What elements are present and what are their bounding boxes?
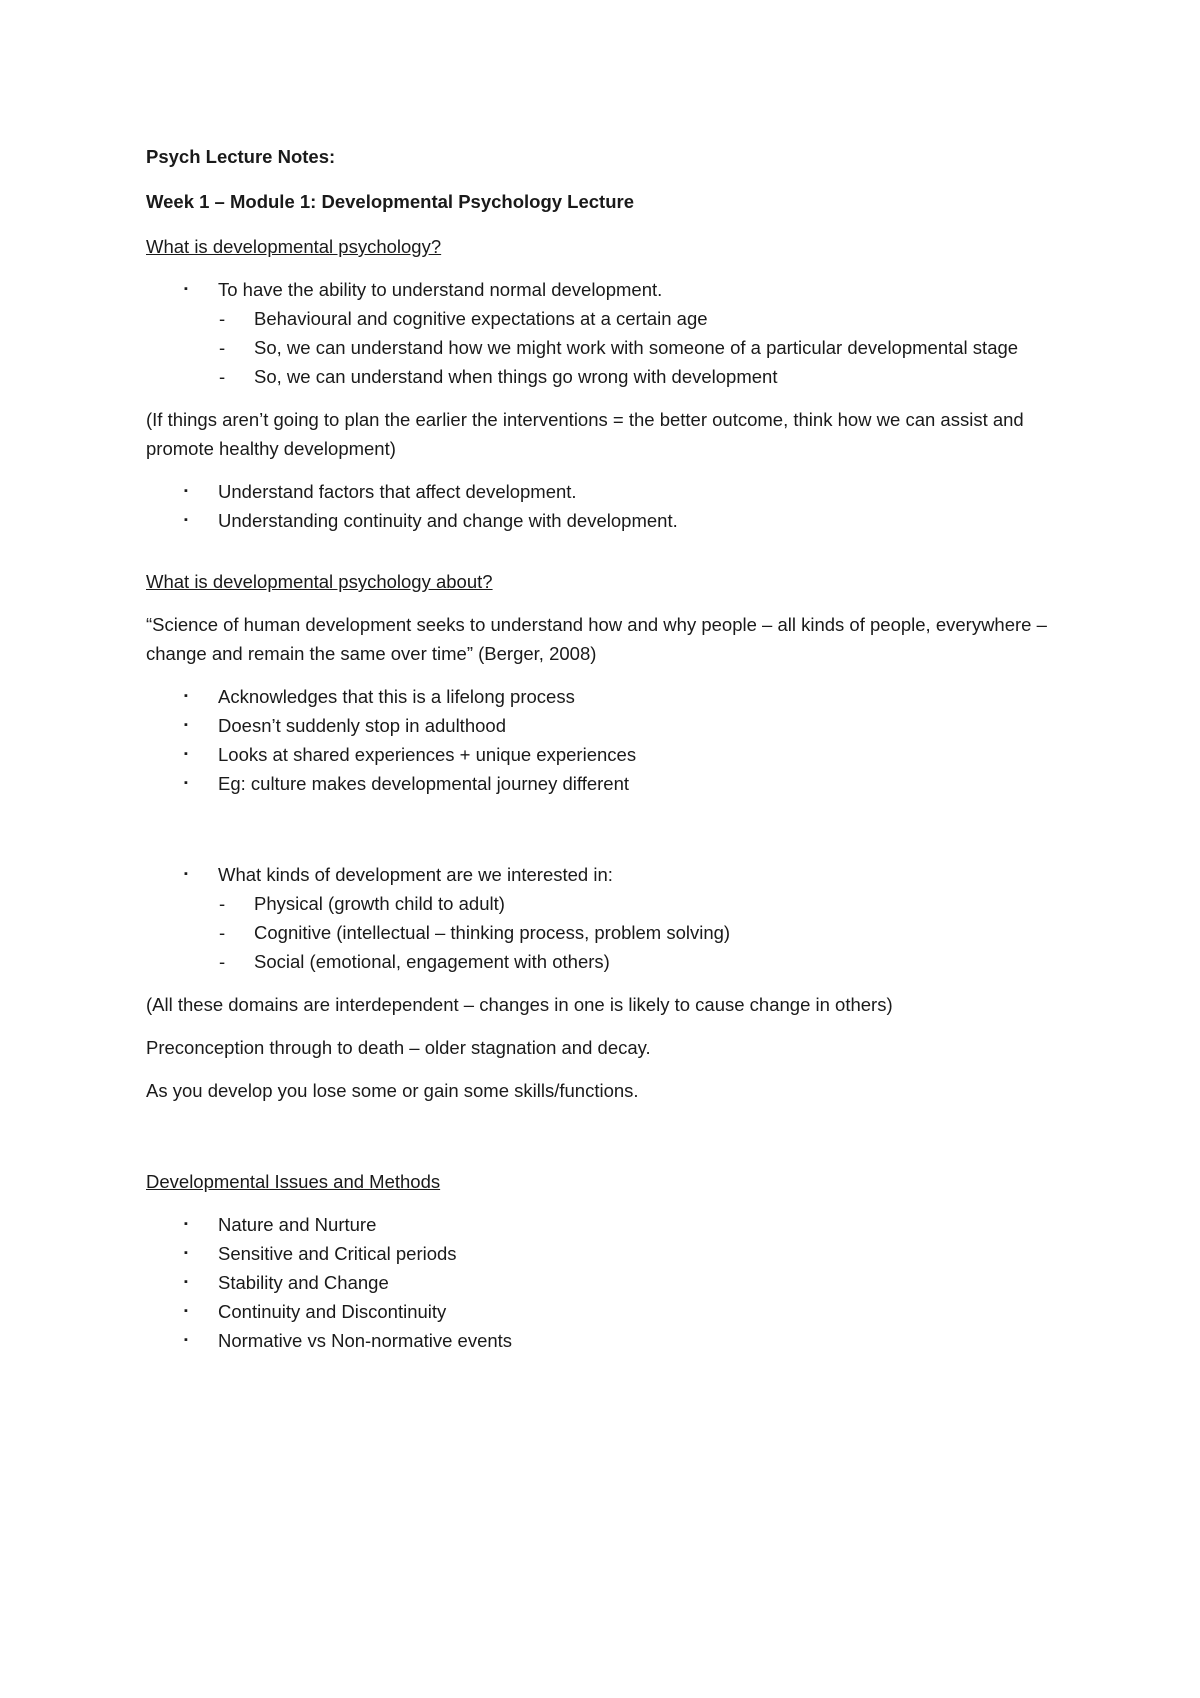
paragraph: As you develop you lose some or gain some skills/functions. xyxy=(146,1080,639,1101)
bullet-icon: ▪ xyxy=(184,485,188,497)
bullet-list xyxy=(146,1210,1076,1355)
document-title: Psych Lecture Notes: xyxy=(146,146,336,167)
sub-list-item-text: So, we can understand how we might work with someone of a particular developmental stage xyxy=(254,337,1019,358)
spacer xyxy=(146,812,1076,860)
list-item xyxy=(146,275,1076,391)
list-item-text: What kinds of development are we interested in: xyxy=(218,864,613,885)
sub-list-item-text: Social (emotional, engagement with others) xyxy=(254,951,610,972)
bullet-icon: ▪ xyxy=(184,868,188,880)
spacer xyxy=(146,1119,1076,1167)
list-item xyxy=(146,1268,1076,1297)
sub-list-item xyxy=(218,947,1054,976)
list-item-text: Eg: culture makes developmental journey different xyxy=(218,773,630,794)
dash-icon: - xyxy=(219,893,226,914)
dash-icon: - xyxy=(219,922,226,943)
list-item-text: Acknowledges that this is a lifelong process xyxy=(218,686,575,707)
list-item xyxy=(146,682,1076,711)
spacer xyxy=(146,549,1076,567)
paragraph: Preconception through to death – older stagnation and decay. xyxy=(146,1037,651,1058)
sub-list xyxy=(218,304,1076,391)
dash-icon: - xyxy=(219,951,226,972)
list-item xyxy=(146,1239,1076,1268)
list-item xyxy=(146,740,1076,769)
section-heading-issues: Developmental Issues and Methods xyxy=(146,1171,441,1192)
document-subtitle: Week 1 – Module 1: Developmental Psychology Lecture xyxy=(146,191,635,212)
bullet-icon: ▪ xyxy=(184,777,188,789)
sub-list-item xyxy=(218,304,1054,333)
sub-list-item xyxy=(218,889,1054,918)
bullet-icon: ▪ xyxy=(184,1334,188,1346)
sub-list-item xyxy=(218,362,1054,391)
bullet-list xyxy=(146,682,1076,798)
list-item-text: Continuity and Discontinuity xyxy=(218,1301,447,1322)
sub-list-item xyxy=(218,333,1054,362)
list-item-text: To have the ability to understand normal development. xyxy=(218,279,663,300)
bullet-icon: ▪ xyxy=(184,283,188,295)
bullet-icon: ▪ xyxy=(184,1305,188,1317)
list-item xyxy=(146,711,1076,740)
sub-list-item-text: So, we can understand when things go wrong with development xyxy=(254,366,778,387)
sub-list-item xyxy=(218,918,1054,947)
dash-icon: - xyxy=(219,366,226,387)
list-item-text: Doesn’t suddenly stop in adulthood xyxy=(218,715,506,736)
sub-list xyxy=(218,889,1076,976)
list-item xyxy=(146,506,1076,535)
bullet-icon: ▪ xyxy=(184,514,188,526)
dash-icon: - xyxy=(219,337,226,358)
document-body xyxy=(146,142,1076,1369)
list-item xyxy=(146,1210,1076,1239)
bullet-list xyxy=(146,860,1076,976)
bullet-icon: ▪ xyxy=(184,1247,188,1259)
bullet-list xyxy=(146,275,1076,391)
sub-list-item-text: Cognitive (intellectual – thinking process, problem solving) xyxy=(254,922,731,943)
bullet-list xyxy=(146,477,1076,535)
bullet-icon: ▪ xyxy=(184,719,188,731)
list-item-text: Stability and Change xyxy=(218,1272,389,1293)
list-item xyxy=(146,1297,1076,1326)
bullet-icon: ▪ xyxy=(184,1218,188,1230)
list-item-text: Nature and Nurture xyxy=(218,1214,377,1235)
section-heading-about: What is developmental psychology about? xyxy=(146,571,493,592)
bullet-icon: ▪ xyxy=(184,748,188,760)
list-item xyxy=(146,477,1076,506)
list-item xyxy=(146,1326,1076,1355)
list-item-text: Normative vs Non-normative events xyxy=(218,1330,513,1351)
list-item xyxy=(146,769,1076,798)
paragraph: (If things aren’t going to plan the earlier the interventions = the better outcome, think how we can assist and promote healthy development) xyxy=(146,409,1024,459)
bullet-icon: ▪ xyxy=(184,1276,188,1288)
list-item-text: Sensitive and Critical periods xyxy=(218,1243,457,1264)
list-item-text: Understanding continuity and change with development. xyxy=(218,510,678,531)
quote-paragraph: “Science of human development seeks to understand how and why people – all kinds of people, everywhere – change and remain the same over time” (Berger, 2008) xyxy=(146,614,1047,664)
list-item-text: Looks at shared experiences + unique experiences xyxy=(218,744,637,765)
list-item-text: Understand factors that affect development. xyxy=(218,481,577,502)
sub-list-item-text: Physical (growth child to adult) xyxy=(254,893,505,914)
sub-list-item-text: Behavioural and cognitive expectations at a certain age xyxy=(254,308,708,329)
list-item xyxy=(146,860,1076,976)
bullet-icon: ▪ xyxy=(184,690,188,702)
section-heading-what-is: What is developmental psychology? xyxy=(146,236,442,257)
dash-icon: - xyxy=(219,308,226,329)
paragraph: (All these domains are interdependent – changes in one is likely to cause change in others) xyxy=(146,994,893,1015)
